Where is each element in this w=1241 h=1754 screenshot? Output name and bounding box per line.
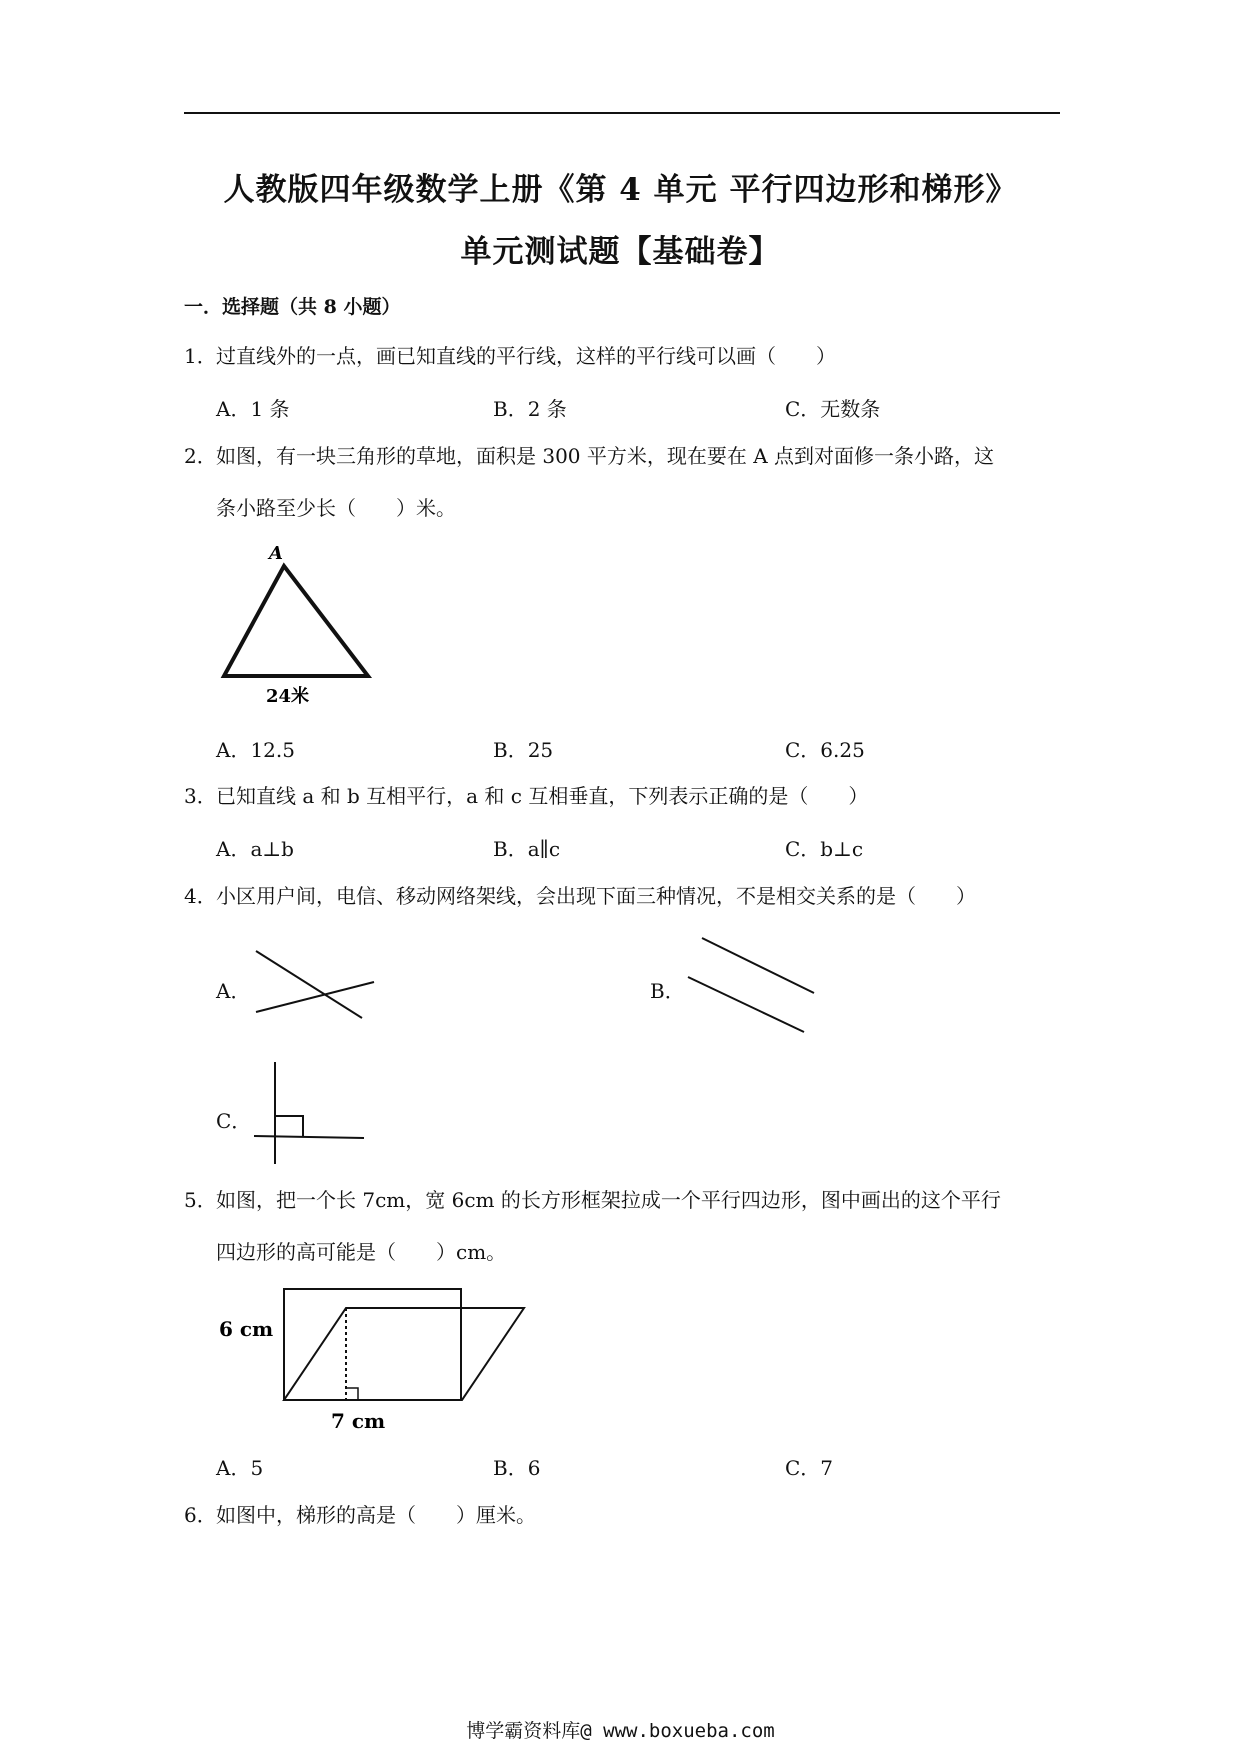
horizontal-line [254,1136,364,1138]
option-b: B．a∥c [493,837,561,861]
rectangle-parallelogram-figure [216,1284,536,1434]
right-angle-mark [275,1116,303,1137]
question-text-continued: 四边形的高可能是（ ）cm。 [216,1240,507,1264]
option-a: A．1 条 [216,397,290,421]
rectangle-shape [284,1289,461,1400]
question-number: 4． [184,884,217,908]
question-text: 已知直线 a 和 b 互相平行，a 和 c 互相垂直，下列表示正确的是（ ） [216,784,869,808]
option-b: B．25 [493,738,554,762]
intersecting-lines-figure [250,945,380,1025]
option-c: C． [216,1109,252,1133]
line-1 [702,938,814,993]
question-text: 如图中，梯形的高是（ ）厘米。 [216,1503,536,1527]
section-heading: 一．选择题（共 8 小题） [184,296,401,318]
header-rule [184,112,1060,114]
vertex-label: A [269,543,283,564]
option-a: A．12.5 [216,738,295,762]
question-number: 6． [184,1503,217,1527]
question-1 [184,343,836,369]
footer-text: 博学霸资料库@ www.boxueba.com [466,1720,775,1742]
option-b: B．6 [493,1456,541,1480]
option-c: C．7 [785,1456,834,1480]
base-label: 24米 [266,686,310,707]
width-label: 6 cm [219,1317,274,1341]
question-number: 3． [184,784,217,808]
page-subtitle: 单元测试题【基础卷】 [460,234,781,270]
right-angle-mark [346,1388,358,1400]
option-a: A．a⊥b [216,837,294,861]
parallel-lines-figure [680,930,820,1040]
page-title: 人教版四年级数学上册《第 4 单元 平行四边形和梯形》 [223,172,1018,208]
question-2 [184,443,994,469]
question-3 [184,783,868,809]
question-6 [184,1502,536,1528]
parallelogram-shape [284,1308,524,1400]
option-c: C．无数条 [785,397,881,421]
question-number: 5． [184,1188,217,1212]
question-number: 1． [184,344,217,368]
triangle-shape [224,566,368,676]
question-text: 小区用户间，电信、移动网络架线，会出现下面三种情况，不是相交关系的是（ ） [216,884,976,908]
option-c: C．6.25 [785,738,865,762]
option-a: A．5 [216,1456,264,1480]
line-2 [256,982,374,1012]
question-5 [184,1187,1001,1213]
option-c: C．b⊥c [785,837,864,861]
question-text: 过直线外的一点，画已知直线的平行线，这样的平行线可以画（ ） [216,344,836,368]
question-text: 如图，把一个长 7cm，宽 6cm 的长方形框架拉成一个平行四边形，图中画出的这个平行 [216,1188,1001,1212]
question-text-continued: 条小路至少长（ ）米。 [216,496,456,520]
question-number: 2． [184,444,217,468]
triangle-figure [216,540,376,710]
question-text: 如图，有一块三角形的草地，面积是 300 平方米，现在要在 A 点到对面修一条小路，这 [216,444,995,468]
line-2 [688,977,804,1032]
option-b: B．2 条 [493,397,567,421]
option-a: A． [216,979,251,1003]
option-b: B． [650,979,685,1003]
perpendicular-lines-figure [250,1058,370,1168]
question-4 [184,883,976,909]
length-label: 7 cm [331,1409,386,1433]
